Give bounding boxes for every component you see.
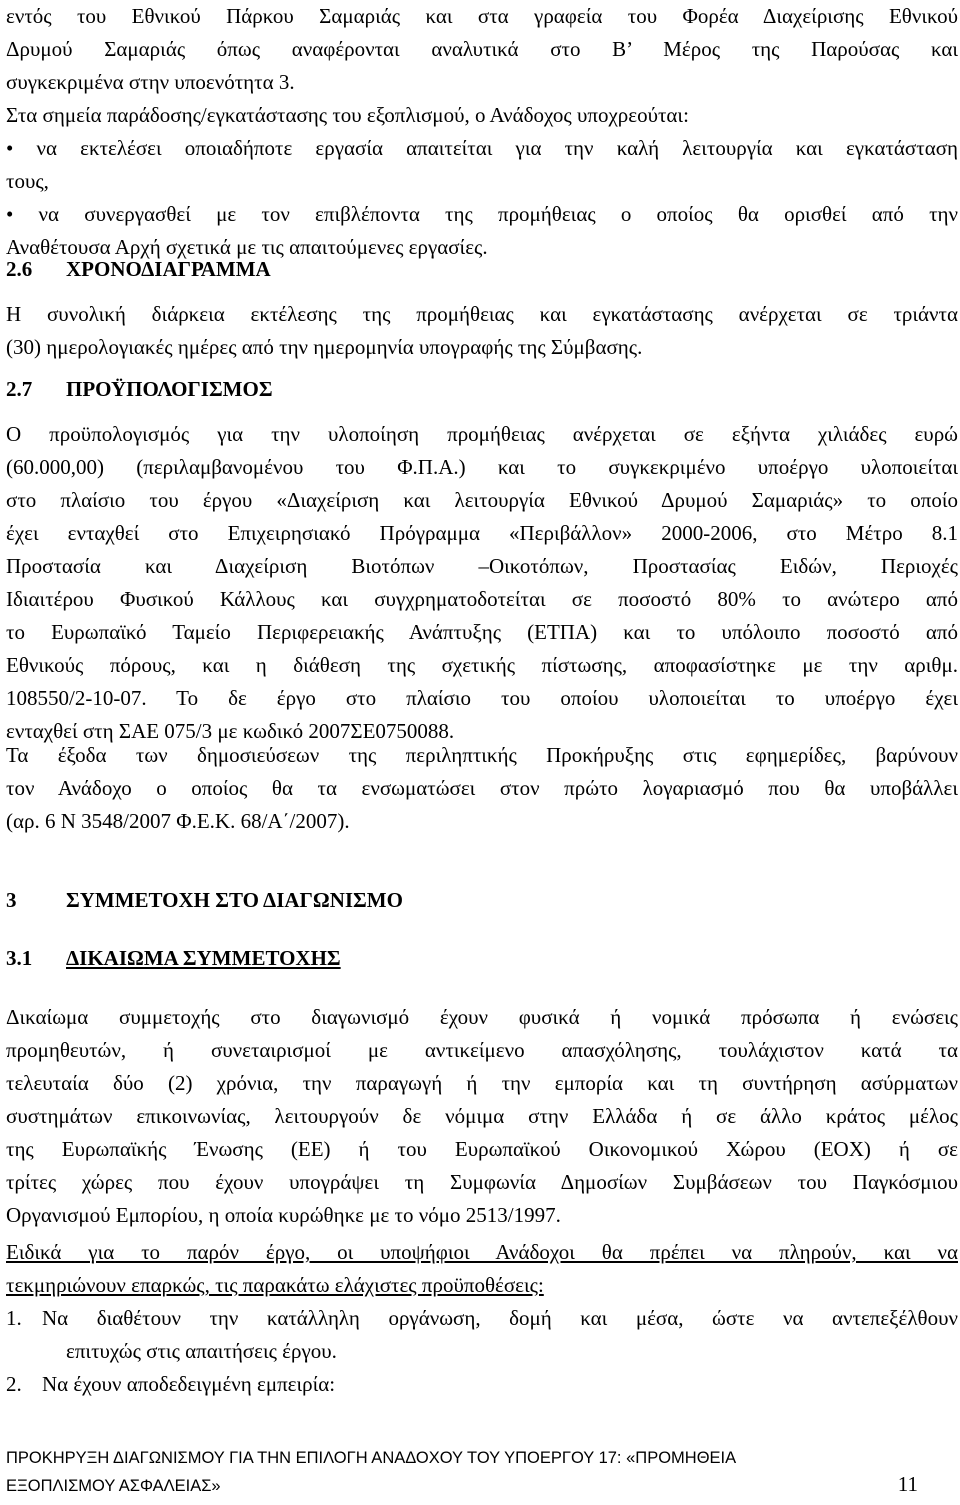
underlined-line: τεκμηριώνουν επαρκώς, τις παρακάτω ελάχιστες προϋποθέσεις: <box>6 1273 544 1297</box>
text-line: ενταχθεί στη ΣΑΕ 075/3 με κωδικό 2007ΣΕ0750088. <box>6 719 455 743</box>
bullet-item: • να συνεργασθεί με τον επιβλέποντα της προμήθειας ο οποίος θα ορισθεί από την <box>6 202 958 226</box>
text-line: Προστασία και Διαχείριση Βιοτόπων –Οικοτόπων, Προστασίας Ειδών, Περιοχές <box>6 554 958 578</box>
intro-paragraph <box>6 0 958 264</box>
section-number: 3.1 <box>6 946 33 970</box>
section-number: 2.6 <box>6 257 33 281</box>
bullet-item-continuation: Αναθέτουσα Αρχή σχετικά με τις απαιτούμενες εργασίες. <box>6 235 488 259</box>
bullet-item: • να εκτελέσει οποιαδήποτε εργασία απαιτείται για την καλή λειτουργία και εγκατάσταση <box>6 136 958 160</box>
text-line: εντός του Εθνικού Πάρκου Σαμαριάς και στα γραφεία του Φορέα Διαχείρισης Εθνικού <box>6 4 958 28</box>
section-heading <box>6 252 958 286</box>
text-line: Εθνικούς πόρους, και η διάθεση της σχετικής πίστωσης, αποφασίστηκε με την αριθμ. <box>6 653 958 677</box>
page-footer <box>6 1444 958 1500</box>
text-line: έχει ενταχθεί στο Επιχειρησιακό Πρόγραμμα «Περιβάλλον» 2000-2006, στο Μέτρο 8.1 <box>6 521 958 545</box>
text-line: της Ευρωπαϊκής Ένωσης (ΕΕ) ή του Ευρωπαϊκού Οικονομικού Χώρου (ΕΟΧ) ή σε <box>6 1137 958 1161</box>
section-title: ΧΡΟΝΟΔΙΑΓΡΑΜΜΑ <box>66 257 271 281</box>
list-item-text: Να διαθέτουν την κατάλληλη οργάνωση, δομή και μέσα, ώστε να αντεπεξέλθουν <box>42 1306 958 1330</box>
text-line: Ιδιαιτέρου Φυσικού Κάλλους και συγχρηματοδοτείται σε ποσοστό 80% το ανώτερο από <box>6 587 958 611</box>
page-number: 11 <box>897 1472 918 1496</box>
list-number: 2. <box>6 1372 22 1396</box>
text-line: Η συνολική διάρκεια εκτέλεσης της προμήθειας και εγκατάστασης ανέρχεται σε τριάντα <box>6 302 958 326</box>
section-number: 3 <box>6 888 17 912</box>
section-3 <box>6 883 958 917</box>
text-line: Δικαίωμα συμμετοχής στο διαγωνισμό έχουν φυσικά ή νομικά πρόσωπα ή ενώσεις <box>6 1005 958 1029</box>
section-2-7 <box>6 372 958 406</box>
text-line: Στα σημεία παράδοσης/εγκατάστασης του εξοπλισμού, ο Ανάδοχος υποχρεούται: <box>6 103 689 127</box>
section-2-6 <box>6 252 958 286</box>
section-2-6-body <box>6 298 958 364</box>
text-line: (30) ημερολογιακές ημέρες από την ημερομηνία υπογραφής της Σύμβασης. <box>6 335 643 359</box>
section-title: ΔΙΚΑΙΩΜΑ ΣΥΜΜΕΤΟΧΗΣ <box>66 946 341 970</box>
requirements-paragraph <box>6 1236 958 1401</box>
section-number: 2.7 <box>6 377 33 401</box>
section-2-7-body <box>6 418 958 748</box>
text-line: Οργανισμού Εμπορίου, η οποία κυρώθηκε με το νόμο 2513/1997. <box>6 1203 561 1227</box>
list-item-text: Να έχουν αποδεδειγμένη εμπειρία: <box>42 1372 336 1396</box>
text-line: προμηθευτών, ή συνεταιρισμοί με αντικείμενο απασχόλησης, τουλάχιστον κατά τα <box>6 1038 958 1062</box>
text-line: (60.000,00) (περιλαμβανομένου του Φ.Π.Α.) και το συγκεκριμένο υποέργο υλοποιείται <box>6 455 958 479</box>
list-number: 1. <box>6 1306 22 1330</box>
footer-line: ΠΡΟΚΗΡΥΞΗ ΔΙΑΓΩΝΙΣΜΟΥ ΓΙΑ ΤΗΝ ΕΠΙΛΟΓΗ ΑΝΑΔΟΧΟΥ ΤΟΥ ΥΠΟΕΡΓΟΥ 17: «ΠΡΟΜΗΘΕΙΑ <box>6 1449 737 1467</box>
section-heading <box>6 883 958 917</box>
section-2-7-body-2 <box>6 739 958 838</box>
text-line: το Ευρωπαϊκό Ταμείο Περιφερειακής Ανάπτυξης (ΕΤΠΑ) και το υπόλοιπο ποσοστό από <box>6 620 958 644</box>
bullet-item-continuation: τους, <box>6 169 49 193</box>
list-item <box>6 1368 958 1401</box>
section-title: ΣΥΜΜΕΤΟΧΗ ΣΤΟ ΔΙΑΓΩΝΙΣΜΟ <box>66 888 403 912</box>
section-heading <box>6 941 958 975</box>
section-3-1 <box>6 941 958 975</box>
list-item-continuation: επιτυχώς στις απαιτήσεις έργου. <box>66 1339 337 1363</box>
text-line: συγκεκριμένα στην υποενότητα 3. <box>6 70 295 94</box>
text-line: τελευταία δύο (2) χρόνια, την παραγωγή ή την εμπορία και τη συντήρηση ασύρματων <box>6 1071 958 1095</box>
underlined-line: Ειδικά για το παρόν έργο, οι υποψήφιοι Ανάδοχοι θα πρέπει να πληρούν, και να <box>6 1240 958 1264</box>
text-line: στο πλαίσιο του έργου «Διαχείριση και λειτουργία Εθνικού Δρυμού Σαμαριάς» το οποίο <box>6 488 958 512</box>
list-item <box>6 1302 958 1335</box>
section-heading <box>6 372 958 406</box>
text-line: Ο προϋπολογισμός για την υλοποίηση προμήθειας ανέρχεται σε εξήντα χιλιάδες ευρώ <box>6 422 958 446</box>
footer-line: ΕΞΟΠΛΙΣΜΟΥ ΑΣΦΑΛΕΙΑΣ» <box>6 1477 221 1495</box>
text-line: 108550/2-10-07. Το δε έργο στο πλαίσιο του οποίου υλοποιείται το υποέργο έχει <box>6 686 958 710</box>
text-line: τον Ανάδοχο ο οποίος θα τα ενσωματώσει στον πρώτο λογαριασμό που θα υποβάλλει <box>6 776 958 800</box>
text-line: Δρυμού Σαμαριάς όπως αναφέρονται αναλυτικά στο Β’ Μέρος της Παρούσας και <box>6 37 958 61</box>
text-line: (αρ. 6 Ν 3548/2007 Φ.Ε.Κ. 68/Α΄/2007). <box>6 809 350 833</box>
section-title: ΠΡΟΫΠΟΛΟΓΙΣΜΟΣ <box>66 377 273 401</box>
text-line: τρίτες χώρες που έχουν υπογράψει τη Συμφωνία Δημοσίων Συμβάσεων του Παγκόσμιου <box>6 1170 958 1194</box>
section-3-1-body <box>6 1001 958 1232</box>
text-line: Τα έξοδα των δημοσιεύσεων της περιληπτικής Προκήρυξης στις εφημερίδες, βαρύνουν <box>6 743 958 767</box>
text-line: συστημάτων επικοινωνίας, λειτουργούν δε νόμιμα στην Ελλάδα ή σε άλλο κράτος μέλος <box>6 1104 958 1128</box>
